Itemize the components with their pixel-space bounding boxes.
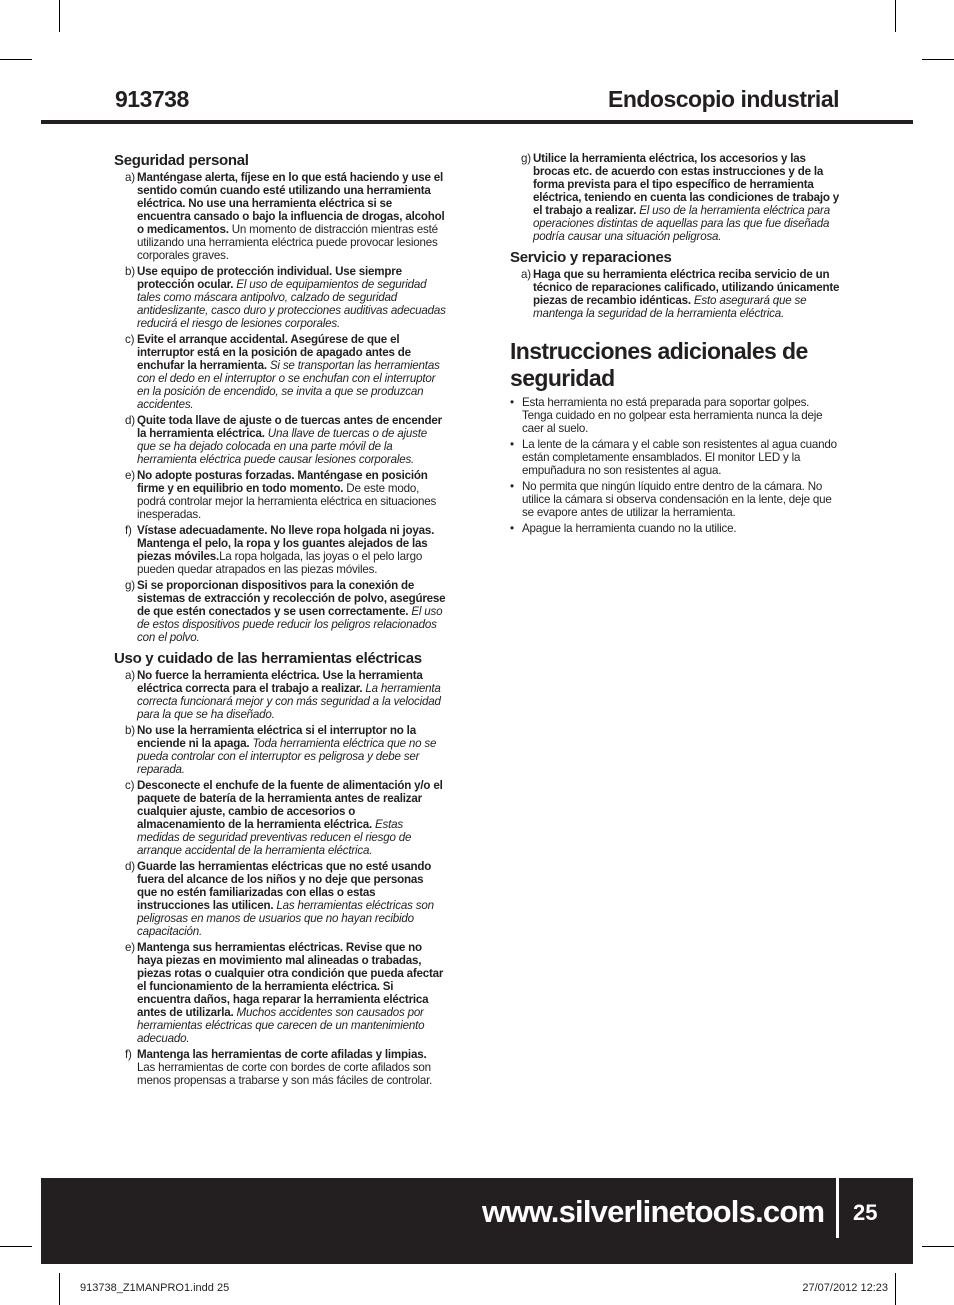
section-title-service: Servicio y reparaciones [510,249,672,266]
crop-mark [59,0,60,32]
item-italic-text: El uso de estos dispositivos puede reducir los peligros relacionados con el polvo. [137,605,443,644]
crop-mark [0,1246,32,1247]
item-text: La ropa holgada, las joyas o el pelo largo pueden quedar atrapados en las piezas móviles. [137,550,423,576]
item-bold-text: Manténgase alerta, fíjese en lo que está haciendo y use el sentido común cuando esté utilizando una herramienta eléctrica. No use una herramienta eléctrica si se encuentra cansado o bajo la influencia de drogas, alcohol o medicamentos. [137,171,445,236]
item-label: e) [125,469,135,482]
bullet-item [510,480,840,519]
item-label: a) [125,171,135,184]
item-label: c) [125,333,135,346]
crop-mark [922,59,954,60]
list-item [114,524,446,576]
item-bold-text: Guarde las herramientas eléctricas que no esté usando fuera del alcance de los niños y no deje que personas que no estén familiarizadas con ellas o estas instrucciones las utilicen. [137,860,432,912]
item-bold-text: Mantenga sus herramientas eléctricas. Revise que no haya piezas en movimiento mal alineadas o trabadas, piezas rotas o cualquier otra condición que pueda afectar el funcionamiento de la herramienta eléctrica. Si encuentra daños, haga reparar la herramienta eléctrica antes de utilizarla. [137,941,444,1019]
section-title-tool-use: Uso y cuidado de las herramientas eléctricas [114,650,422,667]
item-italic-text: Toda herramienta eléctrica que no se pueda controlar con el interruptor es peligrosa y debe ser reparada. [137,737,437,776]
header-rule [41,120,913,124]
section-title-additional-safety: Instrucciones adicionales de seguridad [510,338,808,391]
item-bold-text: No fuerce la herramienta eléctrica. Use la herramienta eléctrica correcta para el trabajo a realizar. [137,669,423,695]
list-item [114,724,446,776]
item-bold-text: Evite el arranque accidental. Asegúrese de que el interruptor está en la posición de apagado antes de enchufar la herramienta. [137,333,411,372]
item-italic-text: Muchos accidentes son causados por herramientas eléctricas que carecen de un mantenimiento adecuado. [137,1006,425,1045]
item-label: c) [125,779,135,792]
item-label: a) [521,268,531,281]
item-italic-text: Estas medidas de seguridad preventivas reducen el riesgo de arranque accidental de la herramienta eléctrica. [137,818,412,857]
item-bold-text: Haga que su herramienta eléctrica reciba servicio de un técnico de reparaciones calificado, utilizando únicamente piezas de recambio idénticas. [533,268,840,307]
service-item-a [510,268,840,320]
list-item [114,941,446,1045]
list-item [114,265,446,330]
item-bold-text: No adopte posturas forzadas. Manténgase en posición firme y en equilibrio en todo momento. [137,469,428,495]
item-text: De este modo, podrá controlar mejor la herramienta eléctrica en situaciones inesperadas. [137,482,437,521]
item-label: b) [125,724,135,737]
print-slug-file: 913738_Z1MANPRO1.indd 25 [80,1282,230,1294]
item-label: d) [125,860,135,873]
list-item [114,860,446,938]
tool-use-list [114,669,446,1087]
bullet-text: Apague la herramienta cuando no la utilice. [522,522,737,535]
bullet-text: La lente de la cámara y el cable son resistentes al agua cuando están completamente ensamblados. El monitor LED y la empuñadura no son resistentes al agua. [522,438,837,477]
item-bold-text: Si se proporcionan dispositivos para la conexión de sistemas de extracción y recolección de polvo, asegúrese de que estén conectados y se usen correctamente. [137,579,446,618]
item-text: Un momento de distracción mientras esté utilizando una herramienta eléctrica puede provocar lesiones corporales graves. [137,223,438,262]
item-italic-text: Las herramientas eléctricas son peligrosas en manos de usuarios que no hayan recibido capacitación. [137,899,434,938]
website-link[interactable]: www.silverlinetools.com [482,1194,825,1229]
item-bold-text: No use la herramienta eléctrica si el interruptor no la enciende ni la apaga. [137,724,416,750]
item-text: Las herramientas de corte con bordes de corte afilados son menos propensas a trabarse y son más fáciles de controlar. [137,1061,433,1087]
bullet-item [510,438,840,477]
tool-use-item-g [510,152,840,243]
crop-mark [895,1273,896,1305]
list-item [114,579,446,644]
item-bold-text: Vístase adecuadamente. No lleve ropa holgada ni joyas. Mantenga el pelo, la ropa y los guantes alejados de las piezas móviles. [137,524,435,563]
list-item [114,333,446,411]
bullet-text: No permita que ningún líquido entre dentro de la cámara. No utilice la cámara si observa condensación en la lente, deje que se evapore antes de utilizar la herramienta. [522,480,832,519]
product-code: 913738 [115,86,189,112]
bullet-text: Esta herramienta no está preparada para soportar golpes. Tenga cuidado en no golpear esta herramienta nunca la deje caer al suelo. [522,396,823,435]
bullet-icon: • [510,396,514,409]
list-item [510,268,840,320]
bullet-item [510,522,840,535]
item-italic-text: La herramienta correcta funcionará mejor y con más seguridad a la velocidad para la que se ha diseñado. [137,682,441,721]
page-number: 25 [853,1200,878,1225]
crop-mark [895,0,896,32]
list-item [114,469,446,521]
list-item [114,414,446,466]
item-italic-text: El uso de la herramienta eléctrica para operaciones distintas de aquellas para las que fue diseñada podría causar una situación peligrosa. [533,204,830,243]
item-bold-text: Quite toda llave de ajuste o de tuercas antes de encender la herramienta eléctrica. [137,414,442,440]
item-label: e) [125,941,135,954]
left-column [114,152,446,1090]
list-item [114,1048,446,1087]
item-bold-text: Utilice la herramienta eléctrica, los accesorios y las brocas etc. de acuerdo con estas instrucciones y de la forma prevista para el tipo específico de herramienta eléctrica, teniendo en cuenta las condiciones de trabajo y el trabajo a realizar. [533,152,840,217]
item-label: b) [125,265,135,278]
list-item [114,669,446,721]
list-item [114,779,446,857]
item-label: f) [125,524,132,537]
list-item [114,171,446,262]
item-italic-text: Esto asegurará que se mantenga la seguridad de la herramienta eléctrica. [533,294,807,320]
item-label: d) [125,414,135,427]
bullet-item [510,396,840,435]
bullet-icon: • [510,438,514,451]
bullet-icon: • [510,480,514,493]
item-italic-text: El uso de equipamientos de seguridad tales como máscara antipolvo, calzado de seguridad antideslizante, casco duro y protecciones auditivas adecuadas reducirá el riesgo de lesiones corporales. [137,278,446,330]
section-title-personal-safety: Seguridad personal [114,152,249,169]
footer-divider [836,1178,839,1238]
item-label: g) [125,579,135,592]
crop-mark [922,1246,954,1247]
crop-mark [59,1273,60,1305]
item-label: a) [125,669,135,682]
item-label: g) [521,152,531,165]
additional-safety-list [510,396,840,535]
item-italic-text: Una llave de tuercas o de ajuste que se ha dejado colocada en una parte móvil de la herramienta eléctrica puede causar lesiones corporales. [137,427,428,466]
item-bold-text: Use equipo de protección individual. Use siempre protección ocular. [137,265,402,291]
item-italic-text: Si se transportan las herramientas con el dedo en el interruptor o se enchufan con el interruptor en la posición de encendido, se invita a que se produzcan accidentes. [137,359,440,411]
item-bold-text: Desconecte el enchufe de la fuente de alimentación y/o el paquete de batería de la herramienta antes de realizar cualquier ajuste, cambio de accesorios o almacenamiento de la herramienta eléctrica. [137,779,443,831]
print-slug-date: 27/07/2012 12:23 [802,1282,888,1294]
right-column [510,152,840,538]
crop-mark [0,59,32,60]
page-title: Endoscopio industrial [607,86,839,112]
personal-safety-list [114,171,446,644]
item-bold-text: Mantenga las herramientas de corte afiladas y limpias. [137,1048,427,1061]
bullet-icon: • [510,522,514,535]
item-label: f) [125,1048,132,1061]
list-item [510,152,840,243]
